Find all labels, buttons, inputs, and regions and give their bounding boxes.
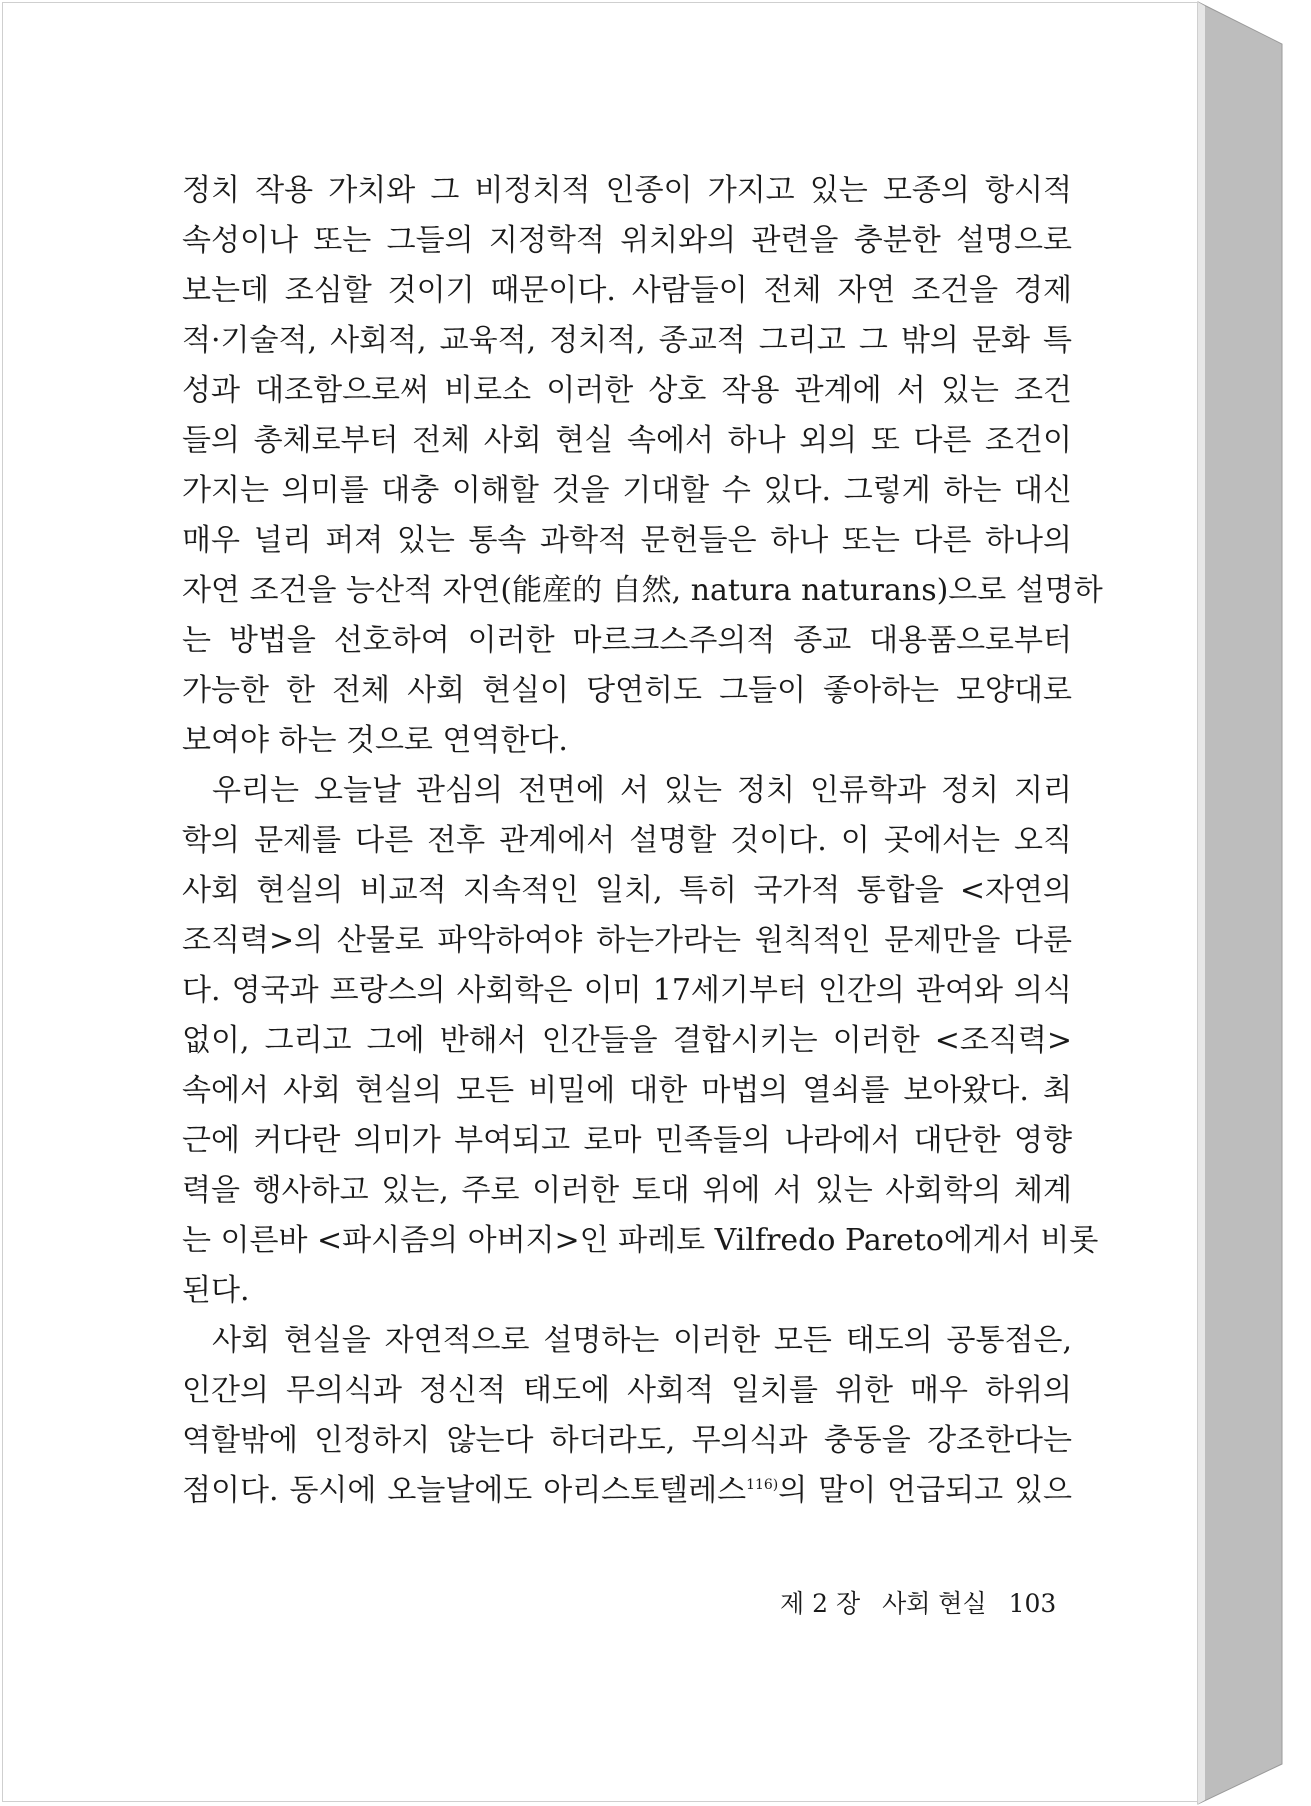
text-line: 인간의 무의식과 정신적 태도에 사회적 일치를 위한 매우 하위의 bbox=[182, 1373, 1072, 1408]
line-text-tail: 의 말이 언급되고 있으 bbox=[778, 1473, 1072, 1508]
text-line: 사회 현실의 비교적 지속적인 일치, 특히 국가적 통합을 <자연의 bbox=[182, 873, 1072, 908]
text-line: 가지는 의미를 대충 이해할 것을 기대할 수 있다. 그렇게 하는 대신 bbox=[182, 473, 1072, 508]
text-line: 학의 문제를 다른 전후 관계에서 설명할 것이다. 이 곳에서는 오직 bbox=[182, 823, 1072, 858]
text-line: 된다. bbox=[182, 1273, 250, 1308]
body-text bbox=[182, 166, 1103, 1516]
paragraph-1 bbox=[182, 166, 1103, 766]
text-line: 자연 조건을 능산적 자연(能産的 自然, natura naturans)으로 설명하 bbox=[182, 573, 1103, 608]
text-line: 조직력>의 산물로 파악하여야 하는가라는 원칙적인 문제만을 다룬 bbox=[182, 923, 1072, 958]
text-line-with-footnote bbox=[182, 1466, 1072, 1516]
text-line: 매우 널리 퍼져 있는 통속 과학적 문헌들은 하나 또는 다른 하나의 bbox=[182, 523, 1072, 558]
paragraph-3 bbox=[182, 1316, 1072, 1516]
text-line: 는 이른바 <파시즘의 아버지>인 파레토 Vilfredo Pareto에게서 비롯 bbox=[182, 1223, 1099, 1258]
text-line: 보여야 하는 것으로 연역한다. bbox=[182, 723, 568, 758]
page-number: 103 bbox=[1008, 1589, 1057, 1618]
text-line: 속성이나 또는 그들의 지정학적 위치와의 관련을 충분한 설명으로 bbox=[182, 223, 1072, 258]
page-footer bbox=[780, 1584, 1056, 1620]
text-line: 없이, 그리고 그에 반해서 인간들을 결합시키는 이러한 <조직력> bbox=[182, 1023, 1072, 1058]
footnote-marker[interactable]: 116) bbox=[746, 1477, 779, 1493]
chapter-title: 사회 현실 bbox=[882, 1589, 987, 1618]
line-text: 점이다. 동시에 오늘날에도 아리스토텔레스 bbox=[182, 1473, 747, 1508]
text-line: 우리는 오늘날 관심의 전면에 서 있는 정치 인류학과 정치 지리 bbox=[212, 773, 1072, 808]
text-line: 가능한 한 전체 사회 현실이 당연히도 그들이 좋아하는 모양대로 bbox=[182, 673, 1072, 708]
text-line: 는 방법을 선호하여 이러한 마르크스주의적 종교 대용품으로부터 bbox=[182, 623, 1072, 658]
text-line: 근에 커다란 의미가 부여되고 로마 민족들의 나라에서 대단한 영향 bbox=[182, 1123, 1072, 1158]
text-line: 성과 대조함으로써 비로소 이러한 상호 작용 관계에 서 있는 조건 bbox=[182, 373, 1072, 408]
text-line: 력을 행사하고 있는, 주로 이러한 토대 위에 서 있는 사회학의 체계 bbox=[182, 1173, 1072, 1208]
text-line: 적·기술적, 사회적, 교육적, 정치적, 종교적 그리고 그 밖의 문화 특 bbox=[182, 323, 1072, 358]
text-line: 보는데 조심할 것이기 때문이다. 사람들이 전체 자연 조건을 경제 bbox=[182, 273, 1072, 308]
text-line: 역할밖에 인정하지 않는다 하더라도, 무의식과 충동을 강조한다는 bbox=[182, 1423, 1072, 1458]
chapter-label: 제 2 장 bbox=[780, 1589, 861, 1618]
text-line: 들의 총체로부터 전체 사회 현실 속에서 하나 외의 또 다른 조건이 bbox=[182, 423, 1072, 458]
paragraph-2 bbox=[182, 766, 1099, 1316]
text-line: 사회 현실을 자연적으로 설명하는 이러한 모든 태도의 공통점은, bbox=[212, 1323, 1072, 1358]
text-line: 다. 영국과 프랑스의 사회학은 이미 17세기부터 인간의 관여와 의식 bbox=[182, 973, 1072, 1008]
text-line: 속에서 사회 현실의 모든 비밀에 대한 마법의 열쇠를 보아왔다. 최 bbox=[182, 1073, 1072, 1108]
text-line: 정치 작용 가치와 그 비정치적 인종이 가지고 있는 모종의 항시적 bbox=[182, 173, 1072, 208]
